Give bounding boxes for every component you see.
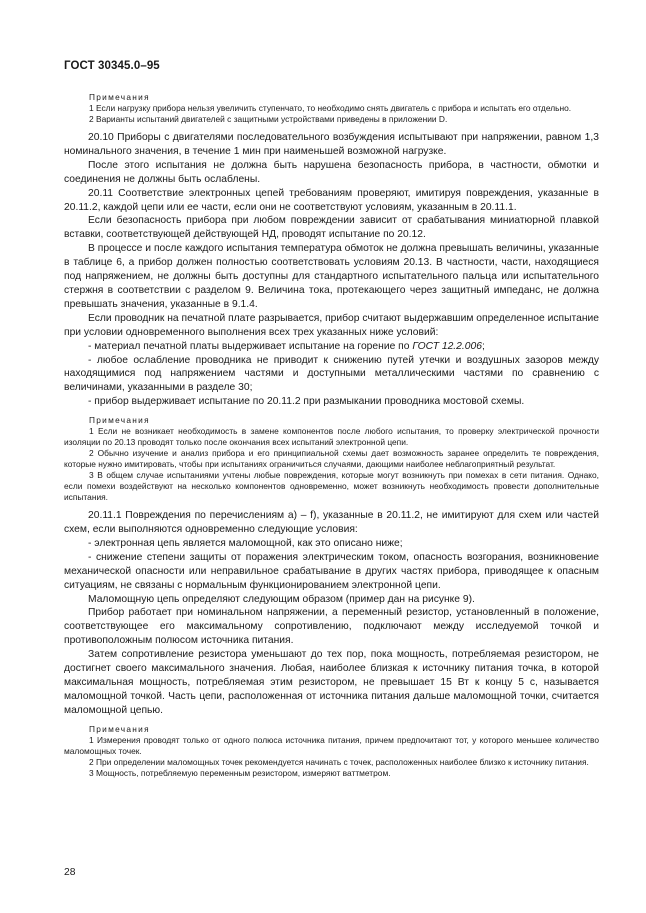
document-header: ГОСТ 30345.0–95 (64, 60, 160, 72)
notes-block-1 (64, 92, 599, 125)
paragraph: Маломощную цепь определяют следующим образом (пример дан на рисунке 9). (88, 593, 475, 605)
condition-item: - электронная цепь является маломощной, как это описано ниже; (88, 537, 403, 549)
paragraph: Если проводник на печатной плате разрывается, прибор считают выдержавшим определенное испытание при условии одновременного выполнения всех трех указанных ниже условий: (64, 312, 599, 338)
section-20-10 (64, 131, 599, 409)
section-20-11-1 (64, 509, 599, 718)
paragraph: Если безопасность прибора при любом повреждении зависит от срабатывания миниатюрной плавкой вставки, соответствующей действующей НД, проводят испытание по 20.12. (64, 215, 599, 241)
paragraph: После этого испытания не должна быть нарушена безопасность прибора, в частности, обмотки и соединения не должны быть ослаблены. (64, 159, 599, 185)
condition-item: - любое ослабление проводника не приводит к снижению путей утечки и воздушных зазоров между находящимися под напряжением частями и доступными металлическими частями по сравнению с величинами, указанными в разделе 30; (64, 354, 599, 394)
condition-text: - материал печатной платы выдерживает испытание на горение по (88, 340, 413, 352)
notes-heading: Примечания (89, 92, 150, 102)
paragraph: Затем сопротивление резистора уменьшают до тех пор, пока мощность, потребляемая резистором, не достигнет своего максимального значения. Любая, наиболее близкая к источнику питания точка, в которой максимальная мощность, потребляемая этим резистором, не превышает 15 Вт к концу 5 с, называется маломощной точкой. Часть цепи, расположенная от источника питания дальше маломощной точки, считается маломощной цепью. (64, 649, 599, 716)
notes-block-2 (64, 415, 599, 503)
note-item: 3 Мощность, потребляемую переменным резистором, измеряют ваттметром. (89, 767, 391, 778)
condition-item: - прибор выдерживает испытание по 20.11.2 при размыкании проводника мостовой схемы. (88, 396, 525, 408)
standard-reference: ГОСТ 12.2.006 (412, 340, 482, 352)
note-item: 2 Обычно изучение и анализ прибора и его принципиальной схемы дает возможность заранее определить те повреждения, которые нужно имитировать, чтобы при испытаниях ограничиться случаями, дающими наиболее неблагоприятный результат. (64, 448, 599, 470)
note-item: 3 В общем случае испытаниями учтены любые повреждения, которые могут возникнуть при помехах в сети питания. Однако, если помехи воздействуют на несколько компонентов одновременно, может возникнуть необходимость провести дополнительные испытания. (64, 470, 599, 503)
condition-item: - снижение степени защиты от поражения электрическим током, опасность возгорания, возникновение механической опасности или неправильное срабатывание в других частях прибора, приводящее к опасным ситуациям, не связаны с нормальным функционированием электронной цепи. (64, 551, 599, 591)
paragraph: 20.11 Соответствие электронных цепей требованиям проверяют, имитируя повреждения, указанные в 20.11.2, каждой цепи или ее части, если они не соответствуют условиям, указанным в 20.11.1. (64, 187, 599, 213)
paragraph: Прибор работает при номинальном напряжении, а переменный резистор, установленный в положение, соответствующее его максимальному сопротивлению, подключают между исследуемой точкой и противоположным полюсом источника питания. (64, 607, 599, 647)
condition-item (64, 340, 599, 354)
note-item: 1 Если не возникает необходимость в замене компонентов после любого испытания, то проверку электрической прочности изоляции по 20.13 проводят только после окончания всех испытаний электронной цепи. (64, 426, 599, 448)
notes-heading: Примечания (89, 723, 150, 734)
condition-text: ; (481, 340, 485, 352)
note-item: 2 При определении маломощных точек рекомендуется начинать с точек, расположенных наиболее близко к источнику питания. (89, 756, 589, 767)
document-page (64, 60, 599, 779)
note-item: 1 Измерения проводят только от одного полюса источника питания, причем предпочитают тот, у которого меньшее количество маломощных точек. (64, 734, 599, 756)
paragraph: 20.11.1 Повреждения по перечислениям а) – f), указанные в 20.11.2, не имитируют для схем или частей схем, если выполняются одновременно следующие условия: (64, 510, 599, 536)
note-item: 2 Варианты испытаний двигателей с защитными устройствами приведены в приложении D. (89, 114, 448, 124)
paragraph: 20.10 Приборы с двигателями последовательного возбуждения испытывают при напряжении, равном 1,3 номинального значения, в течение 1 мин при наименьшей возможной нагрузке. (64, 132, 599, 157)
paragraph: В процессе и после каждого испытания температура обмоток не должна превышать величины, указанные в таблице 6, а прибор должен полностью соответствовать условиям 20.13. В частности, части, находящиеся под напряжением, не должны быть доступны для стандартного испытательного пальца или испытательного стержня в соответствии с разделом 9. Величина тока, протекающего через защитный импеданс, не должна превышать значения, указанные в 9.1.4. (64, 243, 599, 310)
notes-heading: Примечания (89, 415, 150, 426)
note-item: 1 Если нагрузку прибора нельзя увеличить ступенчато, то необходимо снять двигатель с прибора и испытать его отдельно. (89, 103, 572, 113)
page-number: 28 (64, 867, 76, 878)
notes-block-3 (64, 724, 599, 779)
